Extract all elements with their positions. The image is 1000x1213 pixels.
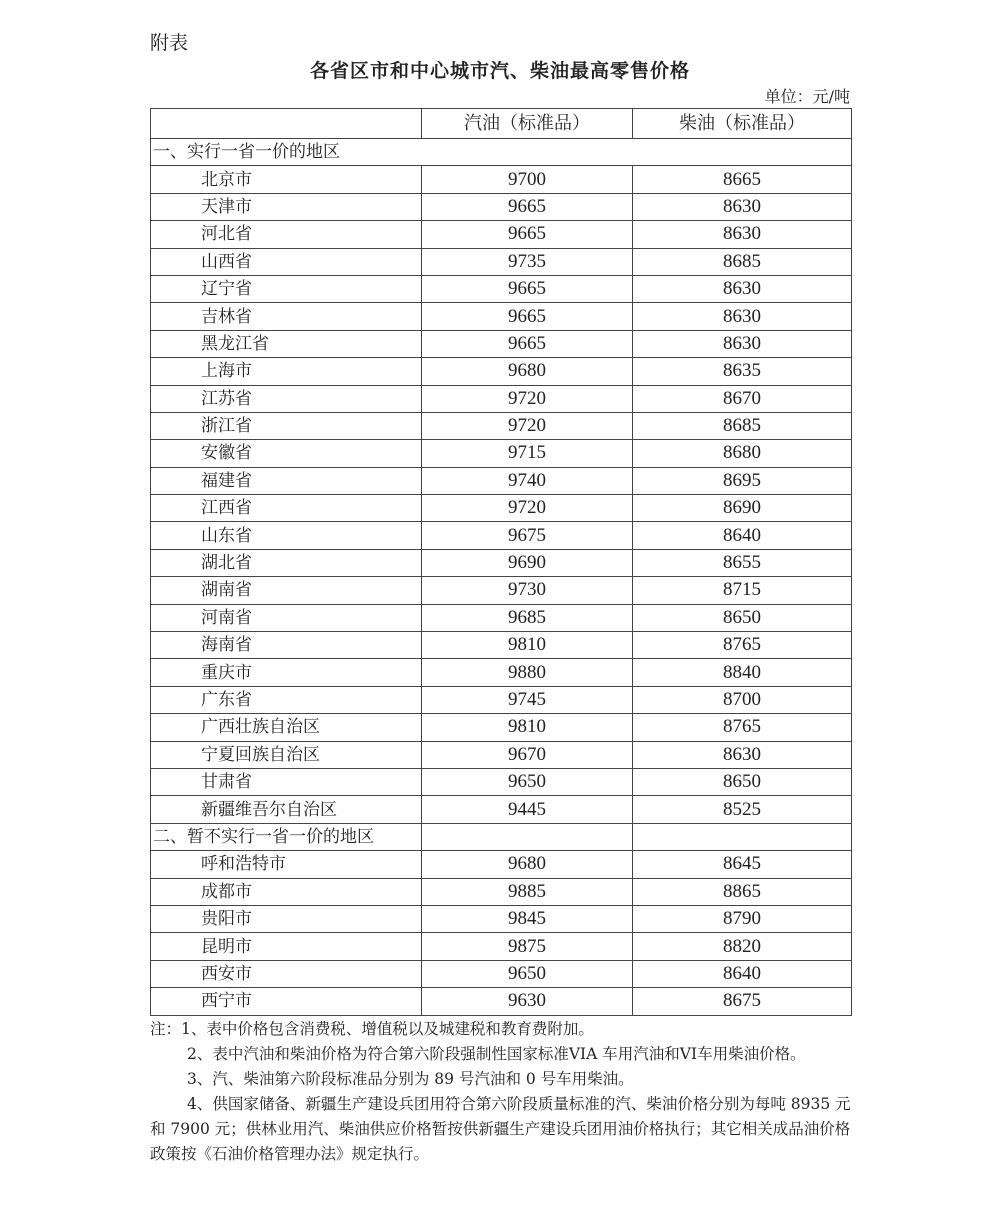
diesel-price-cell: 8640 [633, 522, 852, 549]
header-region [151, 109, 422, 139]
header-diesel: 柴油（标准品） [633, 109, 852, 139]
diesel-price-cell: 8700 [633, 686, 852, 713]
region-cell: 河北省 [151, 221, 422, 248]
diesel-price-cell: 8685 [633, 412, 852, 439]
gasoline-price-cell: 9665 [422, 221, 633, 248]
table-row [151, 659, 852, 686]
gasoline-price-cell: 9720 [422, 495, 633, 522]
diesel-price-cell: 8630 [633, 303, 852, 330]
region-cell: 西安市 [151, 960, 422, 987]
table-row [151, 303, 852, 330]
section-label: 二、暂不实行一省一价的地区 [151, 823, 422, 850]
region-cell: 西宁市 [151, 988, 422, 1015]
table-row [151, 632, 852, 659]
region-cell: 吉林省 [151, 303, 422, 330]
diesel-price-cell: 8635 [633, 358, 852, 385]
diesel-price-cell: 8820 [633, 933, 852, 960]
diesel-price-cell: 8765 [633, 632, 852, 659]
table-row [151, 905, 852, 932]
diesel-price-cell: 8680 [633, 440, 852, 467]
gasoline-price-cell: 9445 [422, 796, 633, 823]
region-cell: 江西省 [151, 495, 422, 522]
gasoline-price-cell: 9665 [422, 193, 633, 220]
diesel-price-cell: 8665 [633, 166, 852, 193]
gasoline-price-cell: 9685 [422, 604, 633, 631]
diesel-price-cell: 8790 [633, 905, 852, 932]
diesel-price-cell: 8640 [633, 960, 852, 987]
appendix-label: 附表 [150, 32, 189, 54]
gasoline-price-cell: 9680 [422, 358, 633, 385]
gasoline-price-cell: 9665 [422, 303, 633, 330]
diesel-price-cell: 8630 [633, 221, 852, 248]
price-table [150, 108, 852, 1016]
gasoline-price-cell: 9715 [422, 440, 633, 467]
diesel-price-cell: 8655 [633, 549, 852, 576]
table-row [151, 878, 852, 905]
region-cell: 贵阳市 [151, 905, 422, 932]
table-row [151, 741, 852, 768]
gasoline-price-cell: 9630 [422, 988, 633, 1015]
diesel-price-cell: 8670 [633, 385, 852, 412]
region-cell: 湖南省 [151, 577, 422, 604]
table-row [151, 358, 852, 385]
gasoline-price-cell: 9650 [422, 768, 633, 795]
table-row [151, 714, 852, 741]
document-title: 各省区市和中心城市汽、柴油最高零售价格 [309, 60, 690, 82]
gasoline-price-cell: 9845 [422, 905, 633, 932]
gasoline-price-cell: 9700 [422, 166, 633, 193]
table-row [151, 412, 852, 439]
table-row [151, 933, 852, 960]
table-row [151, 577, 852, 604]
section-label: 一、实行一省一价的地区 [151, 139, 852, 166]
table-row [151, 495, 852, 522]
region-cell: 浙江省 [151, 412, 422, 439]
diesel-price-cell: 8630 [633, 275, 852, 302]
table-row [151, 440, 852, 467]
table-row [151, 768, 852, 795]
empty-cell [633, 823, 852, 850]
region-cell: 宁夏回族自治区 [151, 741, 422, 768]
gasoline-price-cell: 9875 [422, 933, 633, 960]
table-row [151, 796, 852, 823]
region-cell: 山西省 [151, 248, 422, 275]
region-cell: 北京市 [151, 166, 422, 193]
region-cell: 江苏省 [151, 385, 422, 412]
table-row [151, 166, 852, 193]
region-cell: 成都市 [151, 878, 422, 905]
table-row [151, 248, 852, 275]
gasoline-price-cell: 9650 [422, 960, 633, 987]
diesel-price-cell: 8695 [633, 467, 852, 494]
table-row [151, 221, 852, 248]
unit-label: 单位：元/吨 [764, 87, 850, 106]
region-cell: 黑龙江省 [151, 330, 422, 357]
gasoline-price-cell: 9665 [422, 275, 633, 302]
note-3: 3、汽、柴油第六阶段标准品分别为 89 号汽油和 0 号车用柴油。 [187, 1070, 634, 1088]
note-2: 2、表中汽油和柴油价格为符合第六阶段强制性国家标准VIA 车用汽油和VI车用柴油价格。 [187, 1045, 806, 1063]
section-row [151, 823, 852, 850]
region-cell: 福建省 [151, 467, 422, 494]
table-row [151, 193, 852, 220]
diesel-price-cell: 8525 [633, 796, 852, 823]
region-cell: 甘肃省 [151, 768, 422, 795]
region-cell: 重庆市 [151, 659, 422, 686]
table-row [151, 988, 852, 1015]
diesel-price-cell: 8765 [633, 714, 852, 741]
region-cell: 呼和浩特市 [151, 851, 422, 878]
gasoline-price-cell: 9880 [422, 659, 633, 686]
gasoline-price-cell: 9740 [422, 467, 633, 494]
gasoline-price-cell: 9690 [422, 549, 633, 576]
diesel-price-cell: 8630 [633, 193, 852, 220]
table-row [151, 604, 852, 631]
note-1: 注：1、表中价格包含消费税、增值税以及城建税和教育费附加。 [150, 1020, 594, 1038]
region-cell: 辽宁省 [151, 275, 422, 302]
region-cell: 安徽省 [151, 440, 422, 467]
diesel-price-cell: 8690 [633, 495, 852, 522]
region-cell: 昆明市 [151, 933, 422, 960]
gasoline-price-cell: 9735 [422, 248, 633, 275]
region-cell: 天津市 [151, 193, 422, 220]
region-cell: 湖北省 [151, 549, 422, 576]
region-cell: 广西壮族自治区 [151, 714, 422, 741]
gasoline-price-cell: 9680 [422, 851, 633, 878]
diesel-price-cell: 8650 [633, 604, 852, 631]
gasoline-price-cell: 9665 [422, 330, 633, 357]
table-row [151, 385, 852, 412]
diesel-price-cell: 8685 [633, 248, 852, 275]
diesel-price-cell: 8630 [633, 741, 852, 768]
region-cell: 海南省 [151, 632, 422, 659]
gasoline-price-cell: 9730 [422, 577, 633, 604]
header-gasoline: 汽油（标准品） [422, 109, 633, 139]
table-header-row [151, 109, 852, 139]
gasoline-price-cell: 9885 [422, 878, 633, 905]
diesel-price-cell: 8865 [633, 878, 852, 905]
empty-cell [422, 823, 633, 850]
table-row [151, 851, 852, 878]
gasoline-price-cell: 9745 [422, 686, 633, 713]
region-cell: 山东省 [151, 522, 422, 549]
notes [150, 1016, 855, 1167]
region-cell: 广东省 [151, 686, 422, 713]
diesel-price-cell: 8715 [633, 577, 852, 604]
diesel-price-cell: 8840 [633, 659, 852, 686]
gasoline-price-cell: 9810 [422, 714, 633, 741]
gasoline-price-cell: 9810 [422, 632, 633, 659]
diesel-price-cell: 8675 [633, 988, 852, 1015]
region-cell: 新疆维吾尔自治区 [151, 796, 422, 823]
diesel-price-cell: 8650 [633, 768, 852, 795]
gasoline-price-cell: 9720 [422, 385, 633, 412]
gasoline-price-cell: 9670 [422, 741, 633, 768]
table-row [151, 686, 852, 713]
region-cell: 上海市 [151, 358, 422, 385]
table-row [151, 330, 852, 357]
table-row [151, 467, 852, 494]
gasoline-price-cell: 9720 [422, 412, 633, 439]
table-row [151, 522, 852, 549]
table-row [151, 960, 852, 987]
region-cell: 河南省 [151, 604, 422, 631]
diesel-price-cell: 8630 [633, 330, 852, 357]
section-row [151, 139, 852, 166]
diesel-price-cell: 8645 [633, 851, 852, 878]
table-row [151, 275, 852, 302]
note-4: 4、供国家储备、新疆生产建设兵团用符合第六阶段质量标准的汽、柴油价格分别为每吨 8935 元和 7900 元；供林业用汽、柴油供应价格暂按供新疆生产建设兵团用油价格执行；其它相关成品油价格政策按《石油价格管理办法》规定执行。 [150, 1095, 851, 1163]
gasoline-price-cell: 9675 [422, 522, 633, 549]
table-row [151, 549, 852, 576]
